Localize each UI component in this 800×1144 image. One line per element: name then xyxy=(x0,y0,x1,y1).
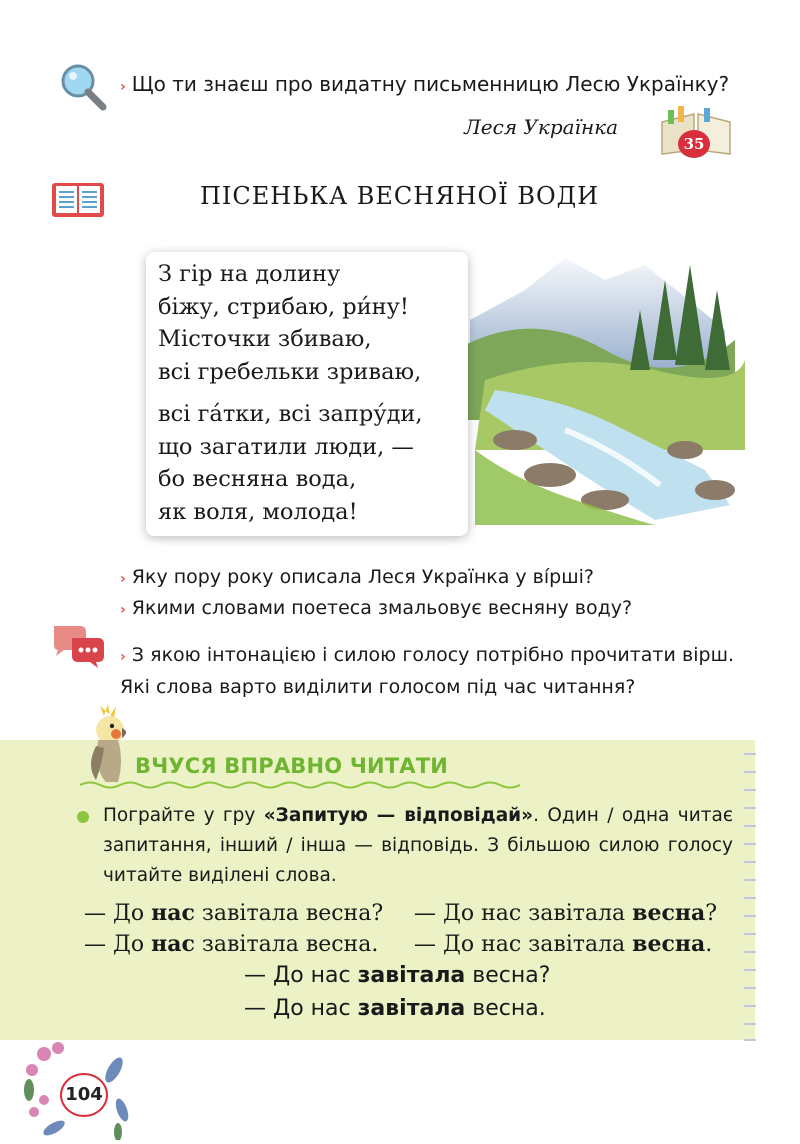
poem-text xyxy=(158,258,423,528)
question-item: › Якими словами поетеса змальовує весняну воду? xyxy=(120,597,633,619)
poem-line: всі га́тки, всі запру́ди, xyxy=(158,401,423,427)
poem-line: Місточки збиваю, xyxy=(158,326,372,352)
arrow-icon: › xyxy=(120,602,126,618)
poem-line: як воля, молода! xyxy=(158,498,358,525)
exercise-line: — До нас завітала весна? xyxy=(414,900,718,926)
section-heading: ВЧУСЯ ВПРАВНО ЧИТАТИ xyxy=(135,754,449,778)
arrow-icon: › xyxy=(120,79,126,95)
question-item: › Яку пору року описала Леся Українка у ві́рші? xyxy=(120,566,594,588)
exercise-line: — До нас завітала весна. xyxy=(414,931,713,957)
notebook-spiral-edge xyxy=(740,748,762,1044)
exercise-line: — До нас завітала весна. xyxy=(84,931,379,957)
arrow-icon: › xyxy=(120,649,126,665)
exercise-instruction: Пограйте у гру «Запитую — відповідай». Один / одна читає запитання, інший / інша — відповідь. З більшою силою голосу читайте виділені слова. xyxy=(103,801,733,891)
top-question: › Що ти знаєш про видатну письменницю Лесю Українку? xyxy=(120,72,730,96)
exercise-line: — До нас завітала весна? xyxy=(244,963,551,988)
poem-line: бо весняна вода, xyxy=(158,466,357,492)
reading-book-icon xyxy=(52,181,104,217)
exercise-line: — До нас завітала весна. xyxy=(244,996,546,1021)
arrow-icon: › xyxy=(120,571,126,587)
poem-line: З гір на долину xyxy=(158,261,341,287)
poem-line: що загатили люди, — xyxy=(158,433,414,460)
page-number: 104 xyxy=(60,1073,108,1117)
lesson-number-badge: 35 xyxy=(678,130,710,158)
author-name: Леся Українка xyxy=(464,115,618,139)
discussion-icon xyxy=(50,622,106,668)
question-item: › З якою інтонацією і силою голосу потрібно прочитати вірш. Які слова варто виділити голосом під час читання? xyxy=(120,644,734,698)
wavy-underline xyxy=(80,780,530,790)
poem-line: біжу, стрибаю, ри́ну! xyxy=(158,293,409,320)
mountain-river-illustration xyxy=(455,250,745,530)
bullet-icon xyxy=(77,811,89,823)
magnifier-icon xyxy=(58,62,110,114)
exercise-line: — До нас завітала весна? xyxy=(84,900,384,926)
poem-title: ПІСЕНЬКА ВЕСНЯНОЇ ВОДИ xyxy=(200,182,600,210)
parrot-illustration xyxy=(78,700,142,786)
poem-line: всі гребельки зриваю, xyxy=(158,358,422,385)
